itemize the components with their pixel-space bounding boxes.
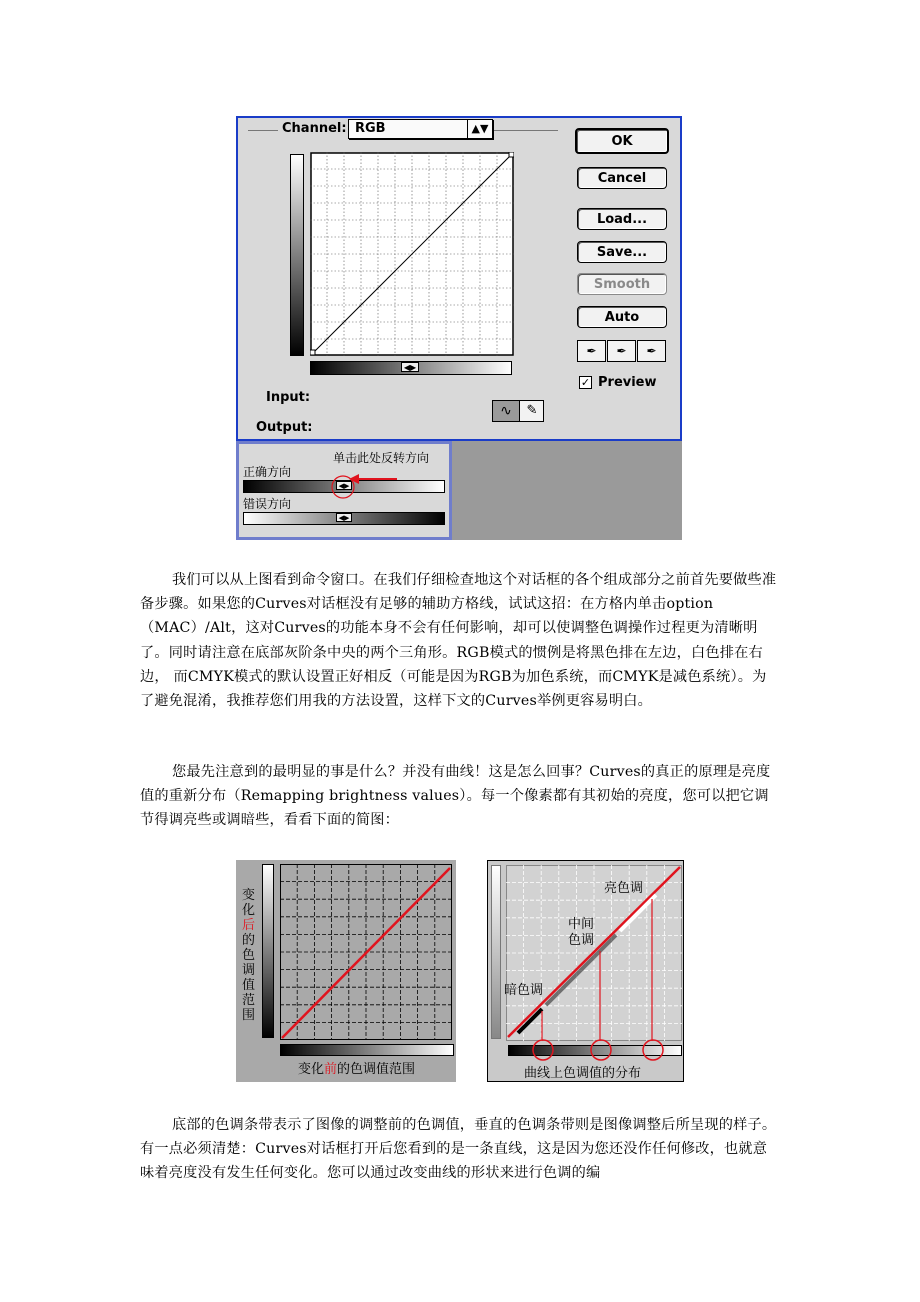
curve-point-start	[310, 350, 315, 355]
curve-tool-icon[interactable]: ∿	[493, 401, 519, 421]
load-button[interactable]: Load...	[577, 208, 667, 230]
white-eyedropper-icon[interactable]: ✒	[637, 340, 666, 362]
horizontal-tone-bar	[280, 1044, 454, 1056]
curve-point-end	[509, 152, 514, 157]
left-grid	[280, 864, 452, 1040]
cancel-button[interactable]: Cancel	[577, 167, 667, 189]
annotation	[327, 464, 403, 500]
mid-tone-label	[568, 917, 594, 949]
input-gradient-bar[interactable]	[310, 361, 512, 375]
y-label-pre: 变化	[242, 888, 256, 918]
paragraph-1: 我们可以从上图看到命令窗口。在我们仔细检查地这个对话框的各个组成部分之前首先要做些准备步骤。如果您的Curves对话框没有足够的辅助方格线，试试这招：在方格内单击option（MAC）/Alt，这对Curves的功能本身不会有任何影响，却可以使调整色调操作过程更为清晰明了。同时请注意在底部灰阶条中央的两个三角形。RGB模式的惯例是将黑色排在左边，白色排在右边， 而CMYK模式的默认设置正好相反（可能是因为RGB为加色系统，而CMYK是减色系统）。为了避免混淆，我推荐您们用我的方法设置，这样下文的Curves举例更容易明白。	[140, 572, 777, 710]
correct-direction-label: 正确方向	[243, 465, 292, 479]
mid-circle	[591, 1040, 611, 1060]
smooth-button[interactable]: Smooth	[577, 273, 667, 295]
bright-tone-label: 亮色调	[604, 881, 644, 896]
input-label: Input:	[266, 390, 311, 405]
figure-right	[487, 860, 684, 1082]
tone-circles	[506, 1037, 682, 1065]
background-fill	[452, 441, 682, 540]
output-gradient-bar	[290, 154, 304, 356]
save-button[interactable]: Save...	[577, 241, 667, 263]
updown-arrows-icon: ▲▼	[467, 120, 492, 138]
paragraph-3: 底部的色调条带表示了图像的调整前的色调值，垂直的色调条带则是图像调整后所呈现的样子。有一点必须清楚：Curves对话框打开后您看到的是一条直线，这是因为您还没作任何修改，也就意味着亮度没有发生任何变化。您可以通过改变曲线的形状来进行色调的编	[140, 1117, 777, 1182]
tool-group	[492, 400, 544, 422]
eyedropper-group	[577, 340, 667, 364]
direction-inset	[236, 441, 452, 540]
mid-tone-line1: 中间	[568, 917, 595, 932]
gradient-toggle-icon[interactable]: ◀▶	[401, 362, 419, 372]
x-label-red: 前	[324, 1062, 338, 1077]
toggle-triangles-icon[interactable]: ◀▶	[336, 481, 352, 490]
auto-button[interactable]: Auto	[577, 306, 667, 328]
arrow-head-icon	[349, 474, 359, 484]
channel-value: RGB	[355, 121, 386, 136]
curves-dialog	[236, 116, 682, 441]
channel-select[interactable]	[348, 119, 493, 139]
x-label-pre: 变化	[298, 1062, 325, 1077]
right-grid	[506, 865, 682, 1041]
wrong-direction-label: 错误方向	[243, 497, 292, 511]
preview-checkbox[interactable]: ✓	[580, 376, 591, 389]
dark-tone-label: 暗色调	[504, 983, 544, 998]
right-vertical-tone-bar	[491, 865, 501, 1039]
dark-circle	[533, 1040, 553, 1060]
paragraph-2: 您最先注意到的最明显的事是什么？并没有曲线！这是怎么回事？Curves的真正的原理是亮度值的重新分布（Remapping brightness values）。每一个像素都有其初始的亮度，您可以把它调节得调亮些或调暗些，看看下面的简图：	[140, 764, 771, 829]
x-label-post: 的色调值范围	[337, 1062, 416, 1077]
pencil-tool-icon[interactable]: ✎	[519, 401, 544, 421]
mid-tone-line2: 色调	[568, 933, 595, 948]
channel-label: Channel:	[278, 121, 351, 136]
output-label: Output:	[256, 420, 313, 435]
figure-left	[236, 860, 456, 1082]
right-caption: 曲线上色调值的分布	[524, 1066, 642, 1081]
vertical-tone-bar	[262, 864, 274, 1038]
y-label-post: 的色调值范围	[242, 933, 256, 1023]
preview-label: Preview	[598, 375, 657, 390]
reverse-hint: 单击此处反转方向	[333, 451, 430, 465]
left-y-label	[242, 888, 256, 1023]
y-label-red: 后	[242, 918, 256, 933]
gray-eyedropper-icon[interactable]: ✒	[607, 340, 636, 362]
curves-graph[interactable]	[310, 152, 514, 356]
wrong-gradient	[243, 512, 445, 525]
ok-button[interactable]: OK	[575, 128, 669, 154]
left-x-label	[298, 1058, 415, 1077]
toggle-triangles-icon[interactable]: ◀▶	[336, 513, 352, 522]
black-eyedropper-icon[interactable]: ✒	[577, 340, 606, 362]
bright-circle	[643, 1040, 663, 1060]
